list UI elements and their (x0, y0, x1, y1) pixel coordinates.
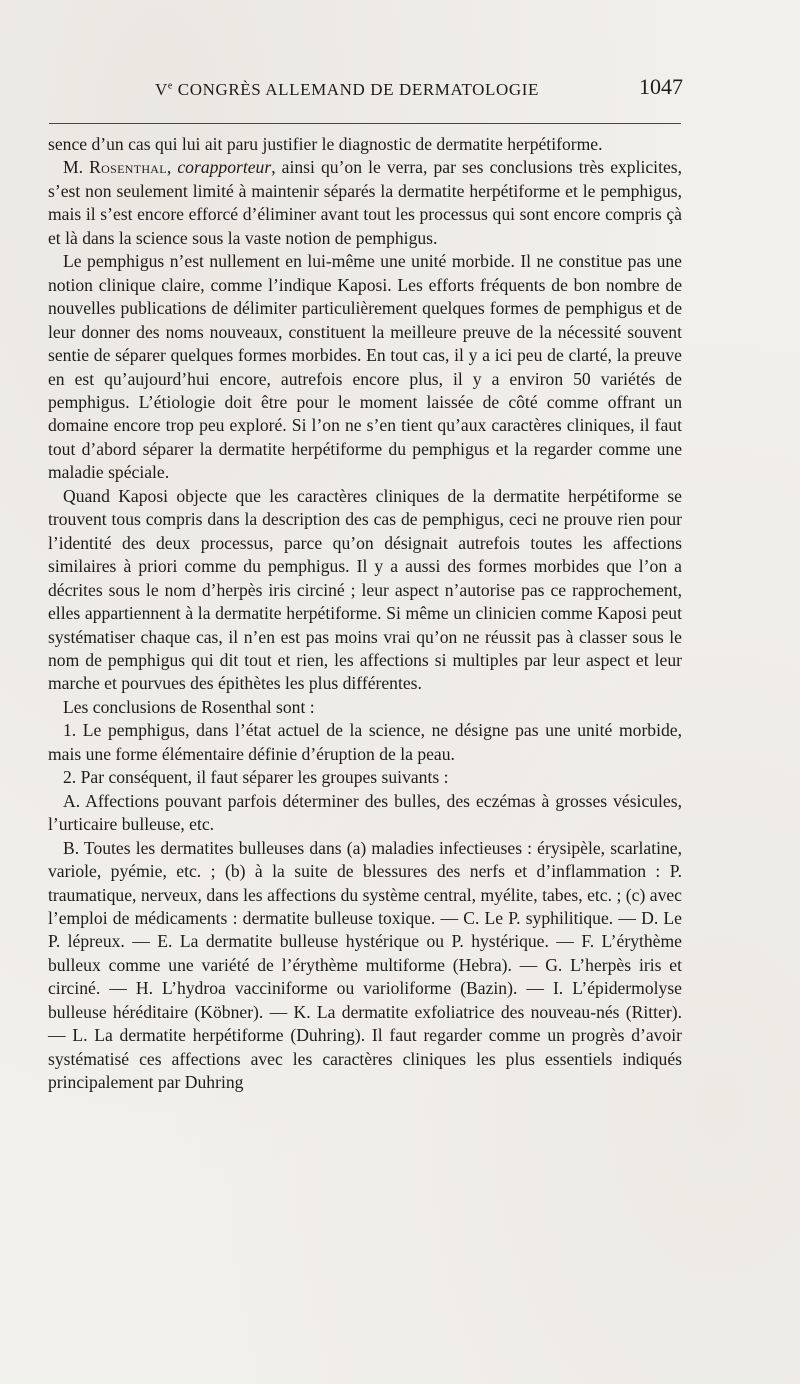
running-title-text: CONGRÈS ALLEMAND DE DERMATOLOGIE (172, 80, 540, 99)
group-a: A. Affections pouvant parfois déterminer des bulles, des eczémas à grosses vésicules, l’urticaire bulleuse, etc. (48, 790, 682, 835)
body-text (48, 133, 682, 1095)
roman-numeral: V (155, 80, 168, 99)
ordinal-superscript: e (167, 80, 173, 92)
paragraph-pemphigus: Le pemphigus n’est nullement en lui-même une unité morbide. Il ne constitue pas une notion clinique claire, comme l’indique Kaposi. Les efforts fréquents de bon nombre de nouvelles publications de délimiter particulièrement quelques formes de pemphigus et de leur donner des noms nouveaux, constituent la meilleure preuve de la nécessité souvent sentie de séparer quelques formes morbides. En tout cas, il y a ici peu de clarté, la preuve en est qu’aujourd’hui encore, autrefois encore plus, il y a environ 50 variétés de pemphigus. L’étiologie doit être pour le moment laissée de côté comme offrant un domaine encore trop peu exploré. Si l’on ne s’en tient qu’aux caractères cliniques, il faut tout d’abord séparer la dermatite herpétiforme du pemphigus et la regarder comme une maladie spéciale. (48, 251, 682, 483)
running-title (155, 80, 539, 100)
paragraph-conclusions-intro: Les conclusions de Rosenthal sont : (63, 696, 315, 717)
running-header (47, 74, 683, 110)
separator: , (166, 157, 178, 178)
page-number: 1047 (639, 74, 683, 99)
paragraph-text: , ainsi qu’on le verra, par ses conclusions très explicites, s’est non seulement limité à maintenir séparés la dermatite herpétiforme et le pemphigus, mais il s’est encore efforcé d’éliminer avant tout les processus qui sont encore compris çà et là dans la science sous la vaste notion de pemphigus. (48, 157, 683, 248)
paragraph-rosenthal (48, 156, 682, 250)
header-rule (49, 123, 681, 124)
conclusion-2: 2. Par conséquent, il faut séparer les groupes suivants : (63, 767, 449, 788)
author-role: corapporteur (177, 157, 272, 178)
paragraph-continuation: sence d’un cas qui lui ait paru justifier le diagnostic de dermatite herpétiforme. (48, 134, 603, 154)
conclusion-1: 1. Le pemphigus, dans l’état actuel de la science, ne désigne pas une unité morbide, mais une forme élémentaire définie d’éruption de la peau. (48, 720, 682, 764)
paragraph-kaposi: Quand Kaposi objecte que les caractères cliniques de la dermatite herpétiforme se trouvent tous compris dans la description des cas de pemphigus, ceci ne prouve rien pour l’identité des deux processus, parce qu’on désignait autrefois toutes les affections similaires à priori comme du pemphigus. Il y a aussi des formes morbides que l’on a décrites sous le nom d’herpès iris circiné ; leur aspect n’autorise pas ce rapprochement, elles appartiennent à la dermatite herpétiforme. Si même un clinicien comme Kaposi peut systématiser chaque cas, il n’en est pas moins vrai qu’on ne réussit pas à classer sous le nom de pemphigus qui dit tout et rien, les affections si multiples par leur aspect et leur marche et pourvues des épithètes les plus différentes. (48, 485, 682, 694)
author-name: Rosenthal (89, 157, 167, 178)
group-b: B. Toutes les dermatites bulleuses dans (a) maladies infectieuses : érysipèle, scarlatine, variole, pyémie, etc. ; (b) à la suite de blessures des nerfs et d’inflammation : P. traumatique, nerveux, dans les affections du système central, myélite, tabes, etc. ; (c) avec l’emploi de médicaments : dermatite bulleuse toxique. — C. Le P. syphilitique. — D. Le P. lépreux. — E. La dermatite bulleuse hystérique ou P. hystérique. — F. L’érythème bulleux comme une variété de l’érythème multiforme (Hebra). — G. L’herpès iris et circiné. — H. L’hydroa vacciniforme ou varioliforme (Bazin). — I. L’épidermolyse bulleuse héréditaire (Köbner). — K. La dermatite exfoliatrice des nouveau-nés (Ritter). — L. La dermatite herpétiforme (Duhring). Il faut regarder comme un progrès d’avoir systématisé ces affections avec les caractères cliniques les plus essentiels indiqués principalement par Duhring (48, 837, 682, 1093)
honorific: M. (63, 157, 90, 178)
